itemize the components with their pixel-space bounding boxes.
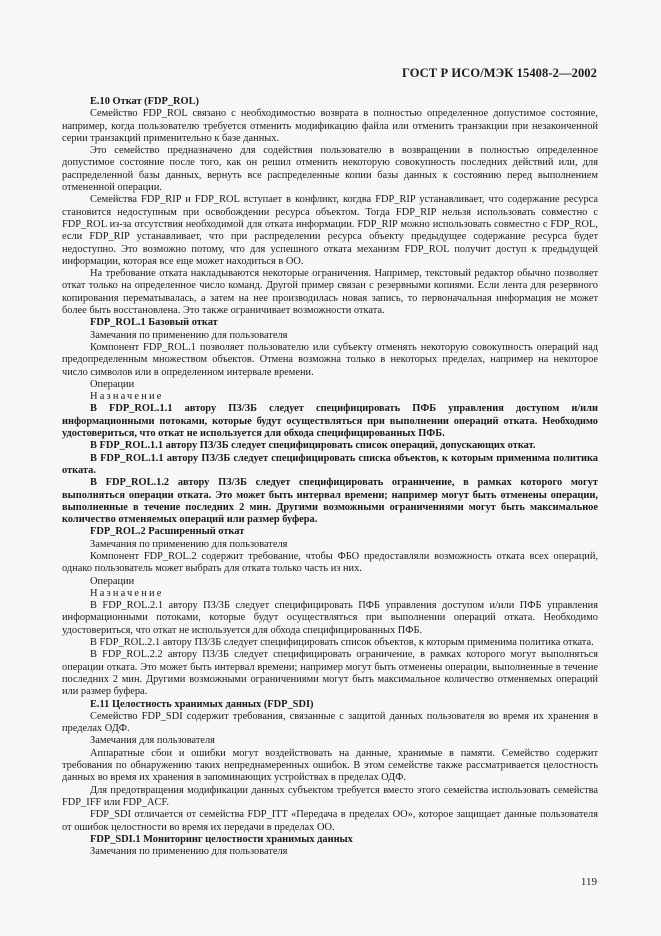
paragraph: Компонент FDP_ROL.2 содержит требование, чтобы ФБО предоставляли возможность отката всех операций, однако пользователь может выбрать для отката только часть из них. [62, 550, 598, 575]
section-heading: Е.11 Целостность хранимых данных (FDP_SDI) [90, 698, 314, 710]
document-body [62, 96, 598, 858]
paragraph: Это семейство предназначено для содействия пользователю в возвращении в полностью определенное допустимое состояние после того, как он решил отменить некоторую совокупность последних действий или, для распределенной базы данных, вернуть все распределенные копии базы данных к состоянию перед выполнением отмененной операции. [62, 145, 598, 194]
page-number: 119 [580, 876, 597, 888]
paragraph: Замечания по применению для пользователя [90, 846, 288, 858]
spaced-label: Назначение [90, 391, 164, 403]
spaced-label: Назначение [90, 587, 164, 599]
paragraph: Семейство FDP_SDI содержит требования, связанные с защитой данных пользователя во время их хранения в пределах ОДФ. [62, 710, 598, 735]
paragraph: FDP_SDI отличается от семейства FDP_ITT «Передача в пределах ОО», которое защищает данные пользователя от ошибок целостности во время их передачи в пределах ОО. [62, 809, 598, 833]
paragraph: Операции [90, 378, 135, 390]
section-heading: Е.10 Откат (FDP_ROL) [90, 96, 199, 107]
paragraph: Замечания для пользователя [90, 735, 215, 747]
paragraph: Для предотвращения модификации данных субъектом требуется вместо этого семейства использовать семейства FDP_IFF или FDP_ACF. [62, 784, 598, 808]
paragraph: Замечания по применению для пользователя [90, 329, 288, 341]
bold-paragraph: В FDP_ROL.1.1 автору ПЗ/ЗБ следует специфицировать списка объектов, к которым применима политика отката. [62, 452, 598, 476]
bold-paragraph: В FDP_ROL.1.1 автору ПЗ/ЗБ следует специфицировать список операций, допускающих откат. [90, 440, 536, 452]
paragraph: На требование отката накладываются некоторые ограничения. Например, текстовый редактор обычно позволяет откат только на определенное число команд. Другой пример связан с резервными копиями. Если лента для резервного копирования перематывалась, а затем на нее производилась новая запись, то первоначальная информация не может более быть восстановлена. Это также ограничивает возможности отката. [62, 268, 598, 317]
paragraph: В FDP_ROL.2.1 автору ПЗ/ЗБ следует специфицировать список объектов, к которым применима политика отката. [90, 637, 594, 649]
paragraph: В FDP_ROL.2.1 автору ПЗ/ЗБ следует специфицировать ПФБ управления доступом и/или ПФБ управления информационными потоками, которые будут осуществляться при выполнении операций отката. Необходимо удостовериться, что откат не используется для обхода специфицированных ПФБ. [62, 600, 598, 636]
bold-paragraph: В FDP_ROL.1.2 автору ПЗ/ЗБ следует специфицировать ограничение, в рамках которого могут выполняться операции отката. Это может быть интервал времени; например могут быть отменены операции, выполненные в течение последних 2 мин. Другими возможными ограничениями могут быть максимальное количество отменяемых операций или размер буфера. [62, 477, 598, 526]
subsection-heading: FDP_ROL.1 Базовый откат [90, 317, 218, 329]
paragraph: Замечания по применению для пользователя [90, 538, 288, 550]
paragraph: Компонент FDP_ROL.1 позволяет пользователю или субъекту отменять некоторую совокупность операций над предопределенным множеством объектов. Отмена возможна только в некоторых пределах, например на некоторое число символов или в определенном интервале времени. [62, 341, 598, 378]
page-header: ГОСТ Р ИСО/МЭК 15408-2—2002 [401, 66, 597, 80]
subsection-heading: FDP_SDI.1 Мониторинг целостности хранимых данных [90, 833, 353, 845]
paragraph: В FDP_ROL.2.2 автору ПЗ/ЗБ следует специфицировать ограничение, в рамках которого могут выполняться операции отката. Это может быть интервал времени; например могут быть отменены операции, выполненные в течение последних 2 мин. Другими возможными ограничениями могут быть максимальное количество отменяемых операций или размер буфера. [62, 649, 598, 698]
paragraph: Операции [90, 575, 135, 587]
paragraph: Семейство FDP_ROL связано с необходимостью возврата в полностью определенное допустимое состояние, например, когда пользователю требуется отменить модификацию файла или отменить транзакции при незаконченной серии транзакций применительно к базе данных. [62, 108, 598, 144]
subsection-heading: FDP_ROL.2 Расширенный откат [90, 526, 245, 538]
paragraph: Семейства FDP_RIP и FDP_ROL вступает в конфликт, когдва FDP_RIP устанавливает, что содержание ресурса становится недоступным при освобождении ресурса объектом. Тогда FDP_RIP нельзя использовать совместно с FDP_ROL из-за отсутствия необходимой для отката информации. FDP_RIP можно использовать совместно с FDP_ROL, если FDP_RIP устанавливает, что при распределении ресурса объекту предыдущее содержание ресурса будет недоступно. Это возможно потому, что для успешного отката механизм FDP_ROL получит доступ к предыдущей информации, которая все еще может находиться в ОО. [62, 194, 598, 267]
paragraph: Аппаратные сбои и ошибки могут воздействовать на данные, хранимые в памяти. Семейство содержит требования по обнаружению таких непреднамеренных ошибок. В этом семействе также рассматривается целостность данных во время их хранения в запоминающих устройствах в пределах ОДФ. [62, 747, 598, 784]
bold-paragraph: В FDP_ROL.1.1 автору ПЗ/ЗБ следует специфицировать ПФБ управления доступом и/или информационными потоками, которые будут осуществляться при выполнении операций отката. Необходимо удостовериться, что откат не используется для обхода специфицированных ПФБ. [62, 403, 598, 440]
